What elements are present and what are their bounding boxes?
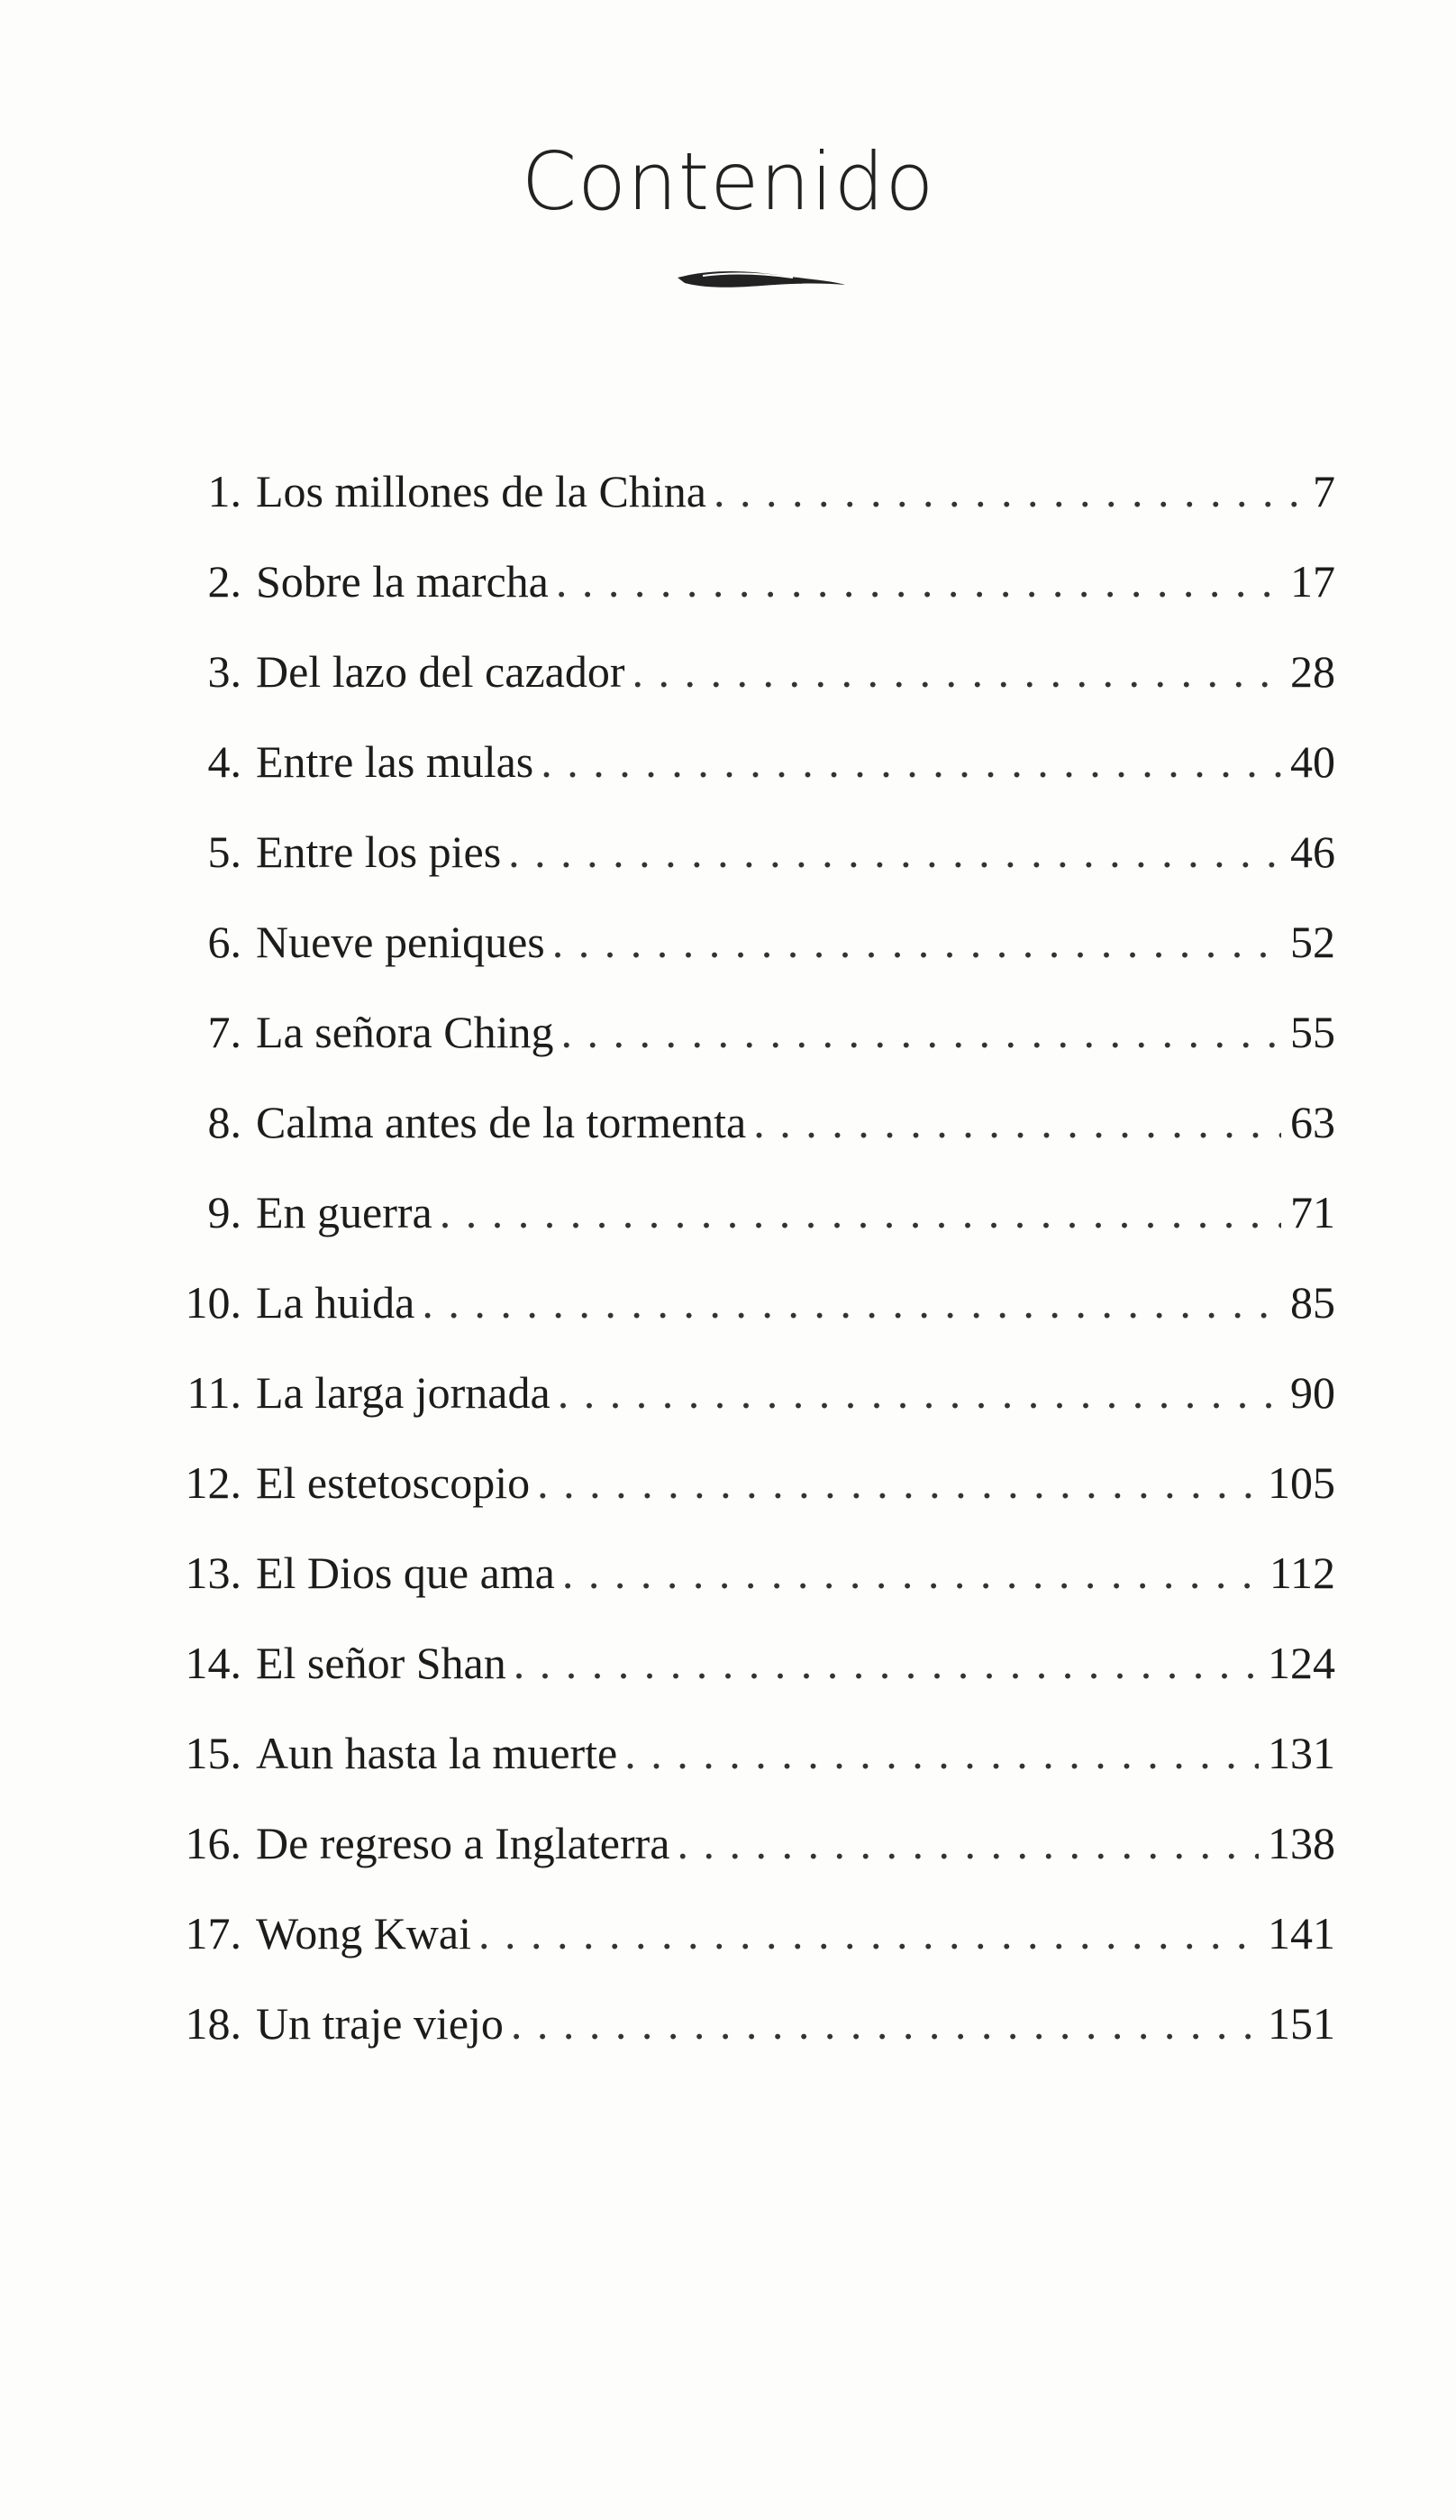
dot-leader [478, 1902, 1259, 1965]
chapter-title: El Dios que ama [256, 1548, 555, 1598]
chapter-number: 17. [185, 1908, 241, 1958]
chapter-title: El estetoscopio [256, 1457, 531, 1508]
toc-entry[interactable] [135, 1902, 1335, 1965]
chapter-title: Entre los pies [256, 826, 502, 877]
chapter-number: 18. [185, 1998, 241, 2049]
chapter-number: 14. [185, 1638, 241, 1688]
toc-entry[interactable] [135, 820, 1335, 883]
dot-leader [440, 1181, 1281, 1244]
toc-entry[interactable] [135, 1992, 1335, 2055]
chapter-number: 6. [207, 917, 241, 967]
chapter-page: 105 [1268, 1457, 1335, 1508]
chapter-number: 7. [207, 1007, 241, 1057]
dot-leader [560, 1000, 1281, 1064]
chapter-title: La larga jornada [256, 1367, 551, 1418]
toc-entry[interactable] [135, 550, 1335, 613]
toc-entry[interactable] [135, 1091, 1335, 1154]
dot-leader [541, 730, 1281, 793]
dot-leader [514, 1631, 1259, 1694]
chapter-page: 17 [1290, 556, 1335, 607]
chapter-number: 2. [207, 556, 241, 607]
dot-leader [537, 1451, 1259, 1514]
chapter-number: 12. [185, 1457, 241, 1508]
chapter-title: Calma antes de la tormenta [256, 1097, 747, 1147]
chapter-number: 4. [207, 736, 241, 787]
chapter-number: 8. [207, 1097, 241, 1147]
chapter-number: 13. [185, 1548, 241, 1598]
chapter-page: 40 [1290, 736, 1335, 787]
chapter-title: La huida [256, 1277, 415, 1328]
chapter-page: 52 [1290, 917, 1335, 967]
toc-entry[interactable] [135, 1361, 1335, 1424]
chapter-title: La señora Ching [256, 1007, 554, 1057]
chapter-number: 11. [187, 1367, 241, 1418]
page-title: Contenido [521, 135, 935, 228]
chapter-page: 63 [1290, 1097, 1335, 1147]
chapter-page: 112 [1269, 1548, 1335, 1598]
toc-entry[interactable] [135, 1451, 1335, 1514]
chapter-page: 90 [1290, 1367, 1335, 1418]
chapter-title: Aun hasta la muerte [256, 1728, 618, 1778]
chapter-page: 7 [1313, 466, 1335, 516]
toc-entry[interactable] [135, 1631, 1335, 1694]
chapter-page: 124 [1268, 1638, 1335, 1688]
chapter-title: El señor Shan [256, 1638, 506, 1688]
chapter-title: En guerra [256, 1187, 432, 1237]
dot-leader [753, 1091, 1281, 1154]
dot-leader [422, 1271, 1281, 1334]
chapter-title: De regreso a Inglaterra [256, 1818, 670, 1868]
chapter-title: Un traje viejo [256, 1998, 504, 2049]
toc-entry[interactable] [135, 1000, 1335, 1064]
toc-entry[interactable] [135, 910, 1335, 973]
chapter-title: Nueve peniques [256, 917, 545, 967]
chapter-title: Sobre la marcha [256, 556, 549, 607]
chapter-page: 55 [1290, 1007, 1335, 1057]
toc-entry[interactable] [135, 1541, 1335, 1604]
toc-entry[interactable] [135, 1271, 1335, 1334]
chapter-number: 5. [207, 826, 241, 877]
chapter-number: 9. [207, 1187, 241, 1237]
dot-leader [558, 1361, 1281, 1424]
chapter-page: 46 [1290, 826, 1335, 877]
chapter-page: 131 [1268, 1728, 1335, 1778]
chapter-page: 85 [1290, 1277, 1335, 1328]
chapter-number: 15. [185, 1728, 241, 1778]
toc-entry[interactable] [135, 1721, 1335, 1785]
chapter-page: 141 [1268, 1908, 1335, 1958]
toc-entry[interactable] [135, 460, 1335, 523]
dot-leader [552, 910, 1281, 973]
chapter-title: Entre las mulas [256, 736, 534, 787]
chapter-page: 71 [1290, 1187, 1335, 1237]
chapter-number: 1. [207, 466, 241, 516]
chapter-title: Wong Kwai [256, 1908, 471, 1958]
chapter-page: 138 [1268, 1818, 1335, 1868]
dot-leader [556, 550, 1281, 613]
chapter-title: Del lazo del cazador [256, 646, 625, 697]
chapter-number: 16. [185, 1818, 241, 1868]
chapter-number: 10. [185, 1277, 241, 1328]
toc-entry[interactable] [135, 1181, 1335, 1244]
toc-entry[interactable] [135, 730, 1335, 793]
chapter-page: 151 [1268, 1998, 1335, 2049]
chapter-title: Los millones de la China [256, 466, 706, 516]
dot-leader [714, 460, 1299, 523]
dot-leader [511, 1992, 1259, 2055]
chapter-page: 28 [1290, 646, 1335, 697]
chapter-number: 3. [207, 646, 241, 697]
toc-entry[interactable] [135, 1812, 1335, 1875]
dot-leader [562, 1541, 1260, 1604]
dot-leader [624, 1721, 1259, 1785]
toc-entry[interactable] [135, 640, 1335, 703]
dot-leader [508, 820, 1281, 883]
dot-leader [677, 1812, 1259, 1875]
dot-leader [632, 640, 1281, 703]
